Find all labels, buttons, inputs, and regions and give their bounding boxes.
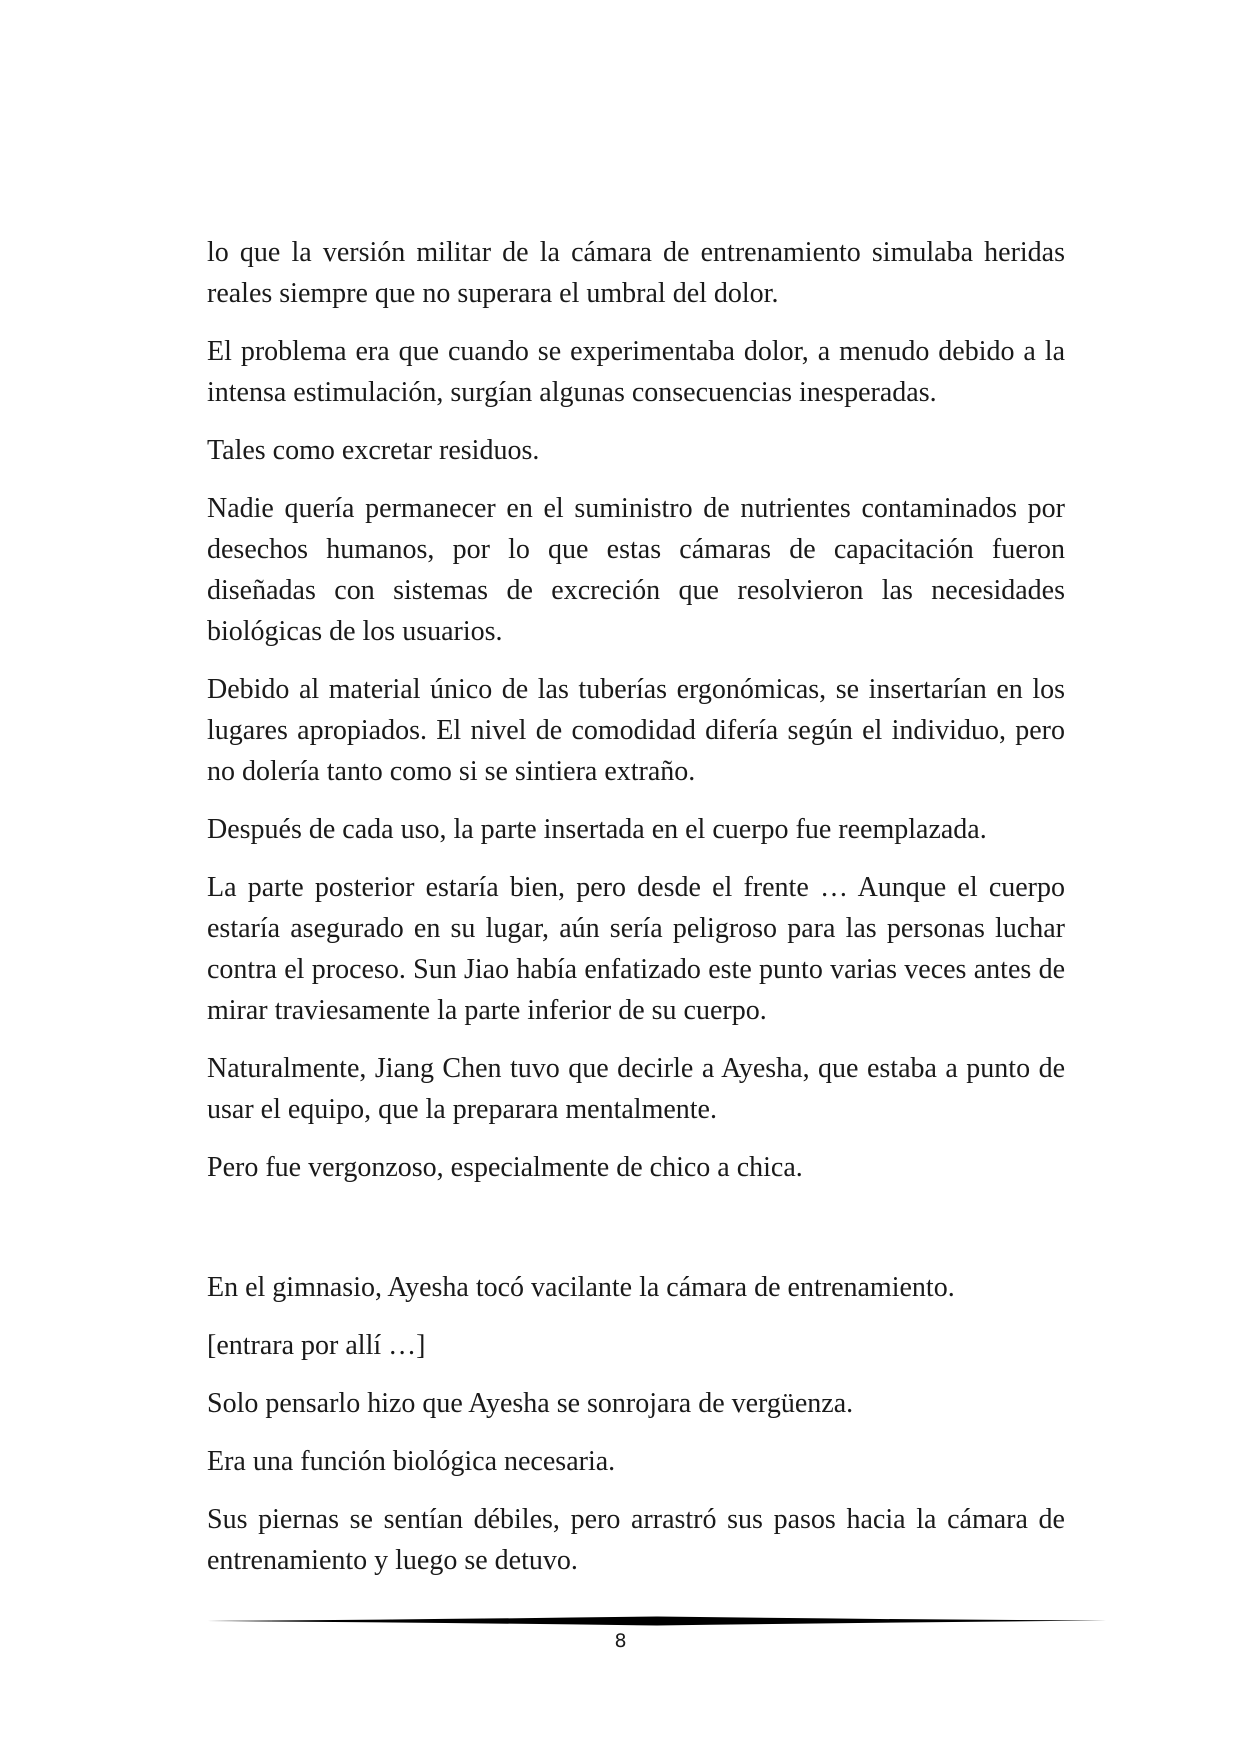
page-number: 8 [614, 1630, 627, 1652]
scene-break [207, 1205, 1065, 1267]
paragraph: La parte posterior estaría bien, pero desde el frente … Aunque el cuerpo estaría asegurado en su lugar, aún sería peligroso para las personas luchar contra el proceso. Sun Jiao había enfatizado este punto varias veces antes de mirar traviesamente la parte inferior de su cuerpo. [207, 872, 1065, 1026]
paragraph: Tales como excretar residuos. [207, 435, 540, 466]
paragraph: El problema era que cuando se experimentaba dolor, a menudo debido a la intensa estimulación, surgían algunas consecuencias inesperadas. [207, 336, 1065, 408]
paragraph: Nadie quería permanecer en el suministro de nutrientes contaminados por desechos humanos, por lo que estas cámaras de capacitación fueron diseñadas con sistemas de excreción que resolvieron las necesidades biológicas de los usuarios. [207, 493, 1065, 647]
paragraph: Pero fue vergonzoso, especialmente de chico a chica. [207, 1152, 803, 1183]
body-text [207, 232, 1065, 1598]
paragraph: [entrara por allí …] [207, 1330, 426, 1361]
paragraph: Debido al material único de las tuberías ergonómicas, se insertarían en los lugares apropiados. El nivel de comodidad difería según el individuo, pero no dolería tanto como si se sintiera extraño. [207, 674, 1065, 787]
footer-rule-stroke [207, 1617, 1107, 1626]
paragraph: En el gimnasio, Ayesha tocó vacilante la cámara de entrenamiento. [207, 1272, 955, 1303]
paragraph: Naturalmente, Jiang Chen tuvo que decirle a Ayesha, que estaba a punto de usar el equipo, que la preparara mentalmente. [207, 1053, 1065, 1125]
paragraph: Sus piernas se sentían débiles, pero arrastró sus pasos hacia la cámara de entrenamiento y luego se detuvo. [207, 1504, 1065, 1576]
footer-rule [207, 1614, 1107, 1628]
paragraph: lo que la versión militar de la cámara de entrenamiento simulaba heridas reales siempre que no superara el umbral del dolor. [207, 237, 1065, 309]
paragraph: Era una función biológica necesaria. [207, 1446, 616, 1477]
paragraph: Después de cada uso, la parte insertada en el cuerpo fue reemplazada. [207, 814, 987, 845]
paragraph: Solo pensarlo hizo que Ayesha se sonrojara de vergüenza. [207, 1388, 854, 1419]
